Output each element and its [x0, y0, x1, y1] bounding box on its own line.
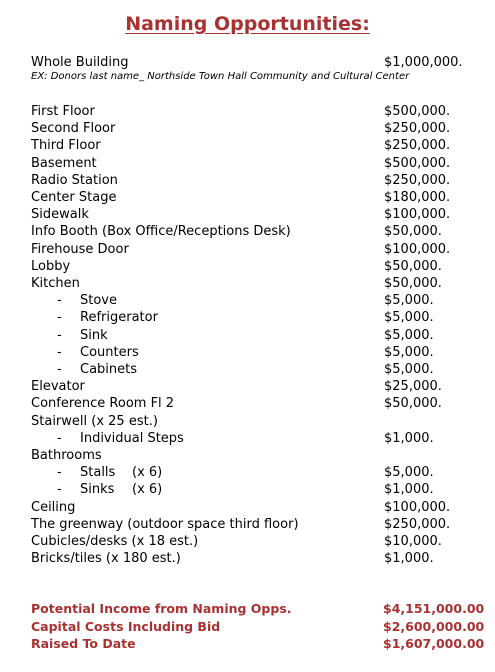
item-label: Sink	[80, 327, 108, 343]
bullet-dash: -	[57, 482, 62, 498]
item-amount: $5,000.	[384, 344, 434, 360]
list-item	[0, 516, 495, 533]
bullet-dash: -	[57, 430, 62, 446]
item-amount: $50,000.	[384, 396, 442, 412]
item-label: Refrigerator	[80, 310, 158, 326]
whole-building-amount: $1,000,000.	[384, 55, 463, 70]
item-amount: $50,000.	[384, 224, 442, 240]
item-label: Stairwell (x 25 est.)	[31, 413, 158, 429]
list-item	[0, 189, 495, 206]
item-amount: $100,000.	[384, 207, 451, 223]
item-label: Third Floor	[31, 138, 101, 154]
item-amount: $250,000.	[384, 516, 451, 532]
item-label: Radio Station	[31, 172, 118, 188]
summary-amount: $1,607,000.00	[383, 636, 485, 651]
list-item	[0, 395, 495, 412]
item-label: Counters	[80, 344, 139, 360]
list-item	[0, 223, 495, 240]
list-item	[0, 309, 495, 326]
list-item	[0, 275, 495, 292]
list-item	[0, 206, 495, 223]
summary-label: Potential Income from Naming Opps.	[31, 601, 292, 616]
item-label: Sidewalk	[31, 207, 89, 223]
whole-building-label: Whole Building	[31, 55, 129, 70]
item-amount: $1,000.	[384, 482, 434, 498]
item-label: Ceiling	[31, 499, 76, 515]
list-item	[0, 361, 495, 378]
item-label: Cabinets	[80, 362, 138, 377]
summary-label: Raised To Date	[31, 636, 136, 651]
list-item	[0, 327, 495, 344]
list-item	[0, 103, 495, 120]
bullet-dash: -	[57, 327, 62, 343]
list-item	[0, 292, 495, 309]
item-amount: $180,000.	[384, 190, 451, 205]
summary-row	[0, 618, 495, 635]
list-item	[0, 120, 495, 137]
list-item	[0, 344, 495, 361]
item-label: Individual Steps	[80, 430, 184, 446]
list-item	[0, 378, 495, 395]
item-label: Bathrooms	[31, 448, 102, 463]
item-amount: $5,000.	[384, 310, 434, 326]
example-note: EX: Donors last name_ Northside Town Hall Community and Cultural Center	[31, 71, 410, 82]
item-label: Info Booth (Box Office/Receptions Desk)	[31, 224, 291, 240]
item-amount: $5,000.	[384, 327, 434, 343]
item-label: Sinks	[80, 482, 115, 498]
item-amount: $100,000.	[384, 499, 451, 515]
item-label: Basement	[31, 155, 97, 171]
summary-row	[0, 635, 495, 652]
item-amount: $250,000.	[384, 172, 451, 188]
item-amount: $5,000.	[384, 465, 434, 481]
list-item	[0, 533, 495, 550]
summary-row	[0, 600, 495, 617]
item-label: The greenway (outdoor space third floor)	[31, 516, 299, 532]
list-item	[0, 447, 495, 464]
list-item	[0, 258, 495, 275]
whole-building-row	[0, 54, 495, 71]
item-label: Lobby	[31, 258, 71, 274]
item-amount: $25,000.	[384, 379, 442, 395]
item-label: Conference Room Fl 2	[31, 396, 175, 412]
item-label: Center Stage	[31, 190, 117, 205]
item-amount: $500,000.	[384, 155, 451, 171]
list-item	[0, 481, 495, 498]
list-item	[0, 430, 495, 447]
item-label: Stalls	[80, 465, 116, 481]
list-item	[0, 172, 495, 189]
item-label: Bricks/tiles (x 180 est.)	[31, 551, 181, 567]
bullet-dash: -	[57, 310, 62, 326]
item-label: Elevator	[31, 379, 85, 395]
item-amount: $50,000.	[384, 276, 442, 291]
item-amount: $5,000.	[384, 362, 434, 377]
item-amount: $250,000.	[384, 121, 451, 137]
bullet-dash: -	[57, 344, 62, 360]
item-label: First Floor	[31, 104, 95, 119]
item-amount: $500,000.	[384, 104, 451, 119]
item-label: Second Floor	[31, 121, 116, 137]
list-item	[0, 241, 495, 258]
page-title: Naming Opportunities:	[125, 13, 370, 35]
summary-amount: $2,600,000.00	[383, 618, 485, 634]
item-amount: $5,000.	[384, 293, 434, 309]
item-label: Cubicles/desks (x 18 est.)	[31, 534, 199, 549]
summary-label: Capital Costs Including Bid	[31, 618, 221, 634]
list-item	[0, 155, 495, 172]
item-amount: $50,000.	[384, 258, 442, 274]
item-amount: $100,000.	[384, 241, 451, 257]
bullet-dash: -	[57, 465, 62, 481]
item-label: Stove	[80, 293, 117, 309]
list-item	[0, 499, 495, 516]
list-item	[0, 413, 495, 430]
item-quantity: (x 6)	[132, 482, 163, 498]
bullet-dash: -	[57, 293, 62, 309]
item-quantity: (x 6)	[132, 465, 163, 481]
item-amount: $10,000.	[384, 534, 442, 549]
item-label: Firehouse Door	[31, 241, 129, 257]
item-amount: $250,000.	[384, 138, 451, 154]
list-item	[0, 550, 495, 567]
item-amount: $1,000.	[384, 430, 434, 446]
item-label: Kitchen	[31, 276, 80, 291]
list-item	[0, 137, 495, 154]
bullet-dash: -	[57, 362, 62, 377]
list-item	[0, 464, 495, 481]
summary-amount: $4,151,000.00	[383, 601, 485, 616]
item-amount: $1,000.	[384, 551, 434, 567]
